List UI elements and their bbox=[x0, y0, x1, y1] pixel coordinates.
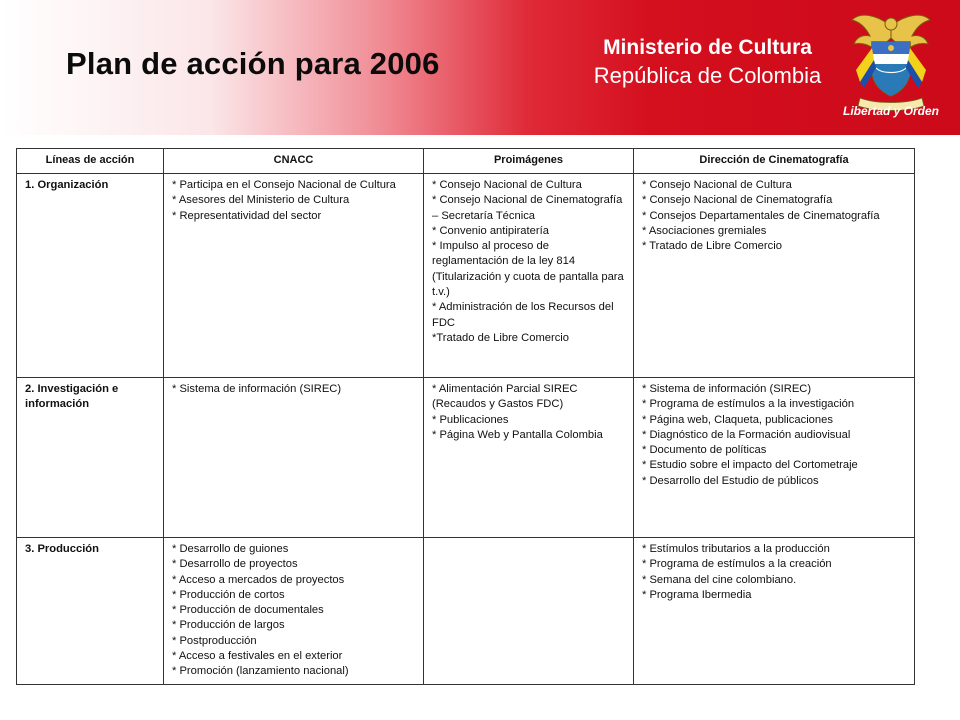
direccion-cell bbox=[634, 378, 915, 538]
list-item: * Desarrollo de guiones bbox=[172, 543, 289, 555]
list-item: * Acceso a festivales en el exterior bbox=[172, 650, 343, 663]
list-item: * Consejo Nacional de Cinematografía bbox=[642, 194, 833, 207]
list-item: * Producción de documentales bbox=[172, 604, 324, 617]
page-title: Plan de acción para 2006 bbox=[66, 46, 440, 81]
seal-motto: Libertad y Orden bbox=[842, 104, 940, 118]
list-item: *Tratado de Libre Comercio bbox=[432, 331, 570, 344]
cnacc-cell bbox=[164, 378, 424, 538]
column-header-lineas: Líneas de acción bbox=[17, 149, 164, 174]
list-item: * Desarrollo de proyectos bbox=[172, 558, 298, 571]
list-item: * Tratado de Libre Comercio bbox=[642, 240, 782, 253]
action-line-cell: 2. Investigación e información bbox=[17, 378, 164, 538]
action-line-cell: 3. Producción bbox=[17, 538, 164, 685]
list-item: * Administración de los Recursos del FDC bbox=[432, 301, 614, 329]
list-item: * Estímulos tributarios a la producción bbox=[642, 543, 830, 555]
list-item: * Promoción (lanzamiento nacional) bbox=[172, 665, 349, 678]
ministry-line-2: República de Colombia bbox=[593, 63, 822, 88]
table-row bbox=[17, 378, 915, 538]
table-header-row bbox=[17, 149, 915, 174]
list-item: * Asociaciones gremiales bbox=[642, 224, 767, 237]
ministry-line-1: Ministerio de Cultura bbox=[603, 36, 812, 59]
action-plan-table bbox=[16, 148, 915, 685]
list-item: * Consejo Nacional de Cultura bbox=[432, 179, 582, 191]
list-item: * Consejo Nacional de Cultura bbox=[642, 179, 792, 191]
action-line-cell: 1. Organización bbox=[17, 174, 164, 378]
list-item: * Publicaciones bbox=[432, 413, 509, 426]
list-item: * Sistema de información (SIREC) bbox=[642, 383, 812, 395]
list-item: * Consejos Departamentales de Cinematografía bbox=[642, 209, 880, 222]
list-item: * Estudio sobre el impacto del Cortometraje bbox=[642, 459, 858, 472]
cnacc-cell bbox=[164, 538, 424, 685]
list-item: * Página Web y Pantalla Colombia bbox=[432, 428, 603, 441]
list-item: * Página web, Claqueta, publicaciones bbox=[642, 413, 833, 426]
table-row bbox=[17, 174, 915, 378]
list-item: * Participa en el Consejo Nacional de Cultura bbox=[172, 179, 396, 191]
list-item: * Producción de largos bbox=[172, 619, 285, 632]
proimagenes-cell bbox=[424, 378, 634, 538]
ministry-name bbox=[575, 34, 840, 90]
proimagenes-cell bbox=[424, 174, 634, 378]
list-item: * Diagnóstico de la Formación audiovisual bbox=[642, 428, 851, 441]
list-item: * Desarrollo del Estudio de públicos bbox=[642, 474, 819, 487]
list-item: * Asesores del Ministerio de Cultura bbox=[172, 194, 350, 207]
list-item: * Impulso al proceso de reglamentación de la ley 814 (Titularización y cuota de pantalla para t.v.) bbox=[432, 240, 624, 299]
list-item: * Postproducción bbox=[172, 634, 257, 647]
list-item: * Alimentación Parcial SIREC (Recaudos y Gastos FDC) bbox=[432, 383, 578, 411]
column-header-cnacc: CNACC bbox=[164, 149, 424, 174]
list-item: * Semana del cine colombiano. bbox=[642, 573, 797, 586]
list-item: * Documento de políticas bbox=[642, 444, 767, 457]
list-item: * Acceso a mercados de proyectos bbox=[172, 573, 345, 586]
list-item: * Programa de estímulos a la investigación bbox=[642, 398, 855, 411]
list-item: * Producción de cortos bbox=[172, 588, 285, 601]
table-row bbox=[17, 538, 915, 685]
column-header-proimagenes: Proimágenes bbox=[424, 149, 634, 174]
direccion-cell bbox=[634, 174, 915, 378]
direccion-cell bbox=[634, 538, 915, 685]
list-item: * Convenio antipiratería bbox=[432, 224, 549, 237]
list-item: * Consejo Nacional de Cinematografía – Secretaría Técnica bbox=[432, 194, 623, 222]
list-item: * Programa de estímulos a la creación bbox=[642, 558, 832, 571]
list-item: * Programa Ibermedia bbox=[642, 588, 752, 601]
list-item: * Representatividad del sector bbox=[172, 209, 322, 222]
list-item: * Sistema de información (SIREC) bbox=[172, 383, 342, 395]
proimagenes-cell bbox=[424, 538, 634, 685]
column-header-direccion: Dirección de Cinematografía bbox=[634, 149, 915, 174]
cnacc-cell bbox=[164, 174, 424, 378]
